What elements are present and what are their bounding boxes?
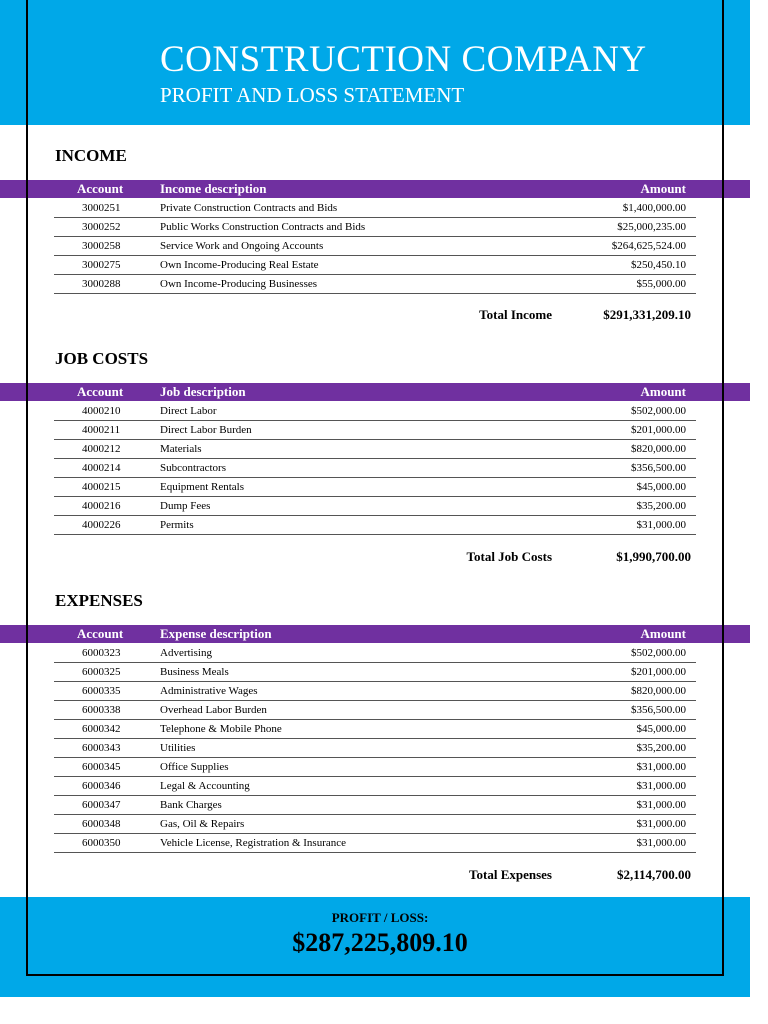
total-job-costs-label: Total Job Costs xyxy=(466,549,552,564)
profit-loss-label: PROFIT / LOSS: xyxy=(331,910,429,925)
account-description: Private Construction Contracts and Bids xyxy=(160,202,338,214)
table-row xyxy=(54,256,696,275)
total-income-value: $291,331,209.10 xyxy=(603,307,691,322)
account-amount: $25,000,235.00 xyxy=(617,221,686,233)
account-number: 3000258 xyxy=(82,240,121,252)
total-job-costs-value: $1,990,700.00 xyxy=(616,549,691,564)
account-description: Permits xyxy=(160,519,194,531)
account-description: Advertising xyxy=(160,647,212,659)
account-description: Service Work and Ongoing Accounts xyxy=(160,240,324,252)
account-number: 6000343 xyxy=(82,742,121,754)
account-amount: $264,625,524.00 xyxy=(611,240,686,252)
account-number: 3000251 xyxy=(82,202,121,214)
table-row xyxy=(54,275,696,294)
account-number: 4000226 xyxy=(82,519,121,531)
account-amount: $31,000.00 xyxy=(636,799,686,811)
account-number: 4000216 xyxy=(82,500,121,512)
table-row xyxy=(54,739,696,758)
account-description: Administrative Wages xyxy=(160,685,258,697)
account-description: Direct Labor Burden xyxy=(160,424,252,436)
account-amount: $31,000.00 xyxy=(636,761,686,773)
table-row xyxy=(54,237,696,256)
profit-loss-value: $287,225,809.10 xyxy=(292,928,468,957)
table-row xyxy=(54,644,696,663)
table-row xyxy=(54,497,696,516)
account-amount: $45,000.00 xyxy=(636,481,686,493)
account-number: 6000335 xyxy=(82,685,121,697)
table-row xyxy=(54,663,696,682)
table-row xyxy=(54,701,696,720)
account-amount: $820,000.00 xyxy=(631,685,686,697)
account-amount: $356,500.00 xyxy=(631,704,686,716)
account-amount: $250,450.10 xyxy=(631,259,686,271)
job-costs-section-title: JOB COSTS xyxy=(55,349,149,368)
account-number: 3000252 xyxy=(82,221,121,233)
account-description: Vehicle License, Registration & Insurance xyxy=(160,837,347,849)
income-table-header xyxy=(0,180,750,198)
job-costs-table-header xyxy=(0,383,750,401)
account-amount: $55,000.00 xyxy=(636,278,686,290)
table-row xyxy=(54,758,696,777)
account-amount: $502,000.00 xyxy=(631,647,686,659)
account-description: Public Works Construction Contracts and Bids xyxy=(160,221,366,233)
expenses-table-header xyxy=(0,625,750,643)
account-amount: $31,000.00 xyxy=(636,780,686,792)
account-description: Subcontractors xyxy=(160,462,226,474)
account-amount: $31,000.00 xyxy=(636,519,686,531)
income-account-header: Account xyxy=(77,181,124,196)
account-amount: $201,000.00 xyxy=(631,424,686,436)
total-expenses-label: Total Expenses xyxy=(469,867,552,882)
table-row xyxy=(54,459,696,478)
table-row xyxy=(54,421,696,440)
account-description: Overhead Labor Burden xyxy=(160,704,267,716)
expense-amount-header: Amount xyxy=(640,626,686,641)
job-description-header: Job description xyxy=(160,384,246,399)
total-expenses-value: $2,114,700.00 xyxy=(616,867,691,882)
income-amount-header: Amount xyxy=(640,181,686,196)
account-amount: $31,000.00 xyxy=(636,818,686,830)
account-amount: $356,500.00 xyxy=(631,462,686,474)
account-description: Utilities xyxy=(160,742,196,754)
account-amount: $35,200.00 xyxy=(636,500,686,512)
account-amount: $45,000.00 xyxy=(636,723,686,735)
table-row xyxy=(54,720,696,739)
account-amount: $820,000.00 xyxy=(631,443,686,455)
income-section-title: INCOME xyxy=(55,146,127,165)
job-costs-rows xyxy=(54,402,696,535)
account-number: 3000288 xyxy=(82,278,121,290)
expenses-section-title: EXPENSES xyxy=(55,591,143,610)
account-description: Materials xyxy=(160,443,202,455)
account-description: Direct Labor xyxy=(160,405,217,417)
account-description: Own Income-Producing Businesses xyxy=(160,278,318,290)
income-rows xyxy=(54,199,696,294)
account-number: 6000345 xyxy=(82,761,121,773)
job-account-header: Account xyxy=(77,384,124,399)
account-number: 4000212 xyxy=(82,443,121,455)
account-number: 6000342 xyxy=(82,723,121,735)
table-row xyxy=(54,218,696,237)
account-description: Business Meals xyxy=(160,666,229,678)
account-number: 3000275 xyxy=(82,259,121,271)
account-number: 6000338 xyxy=(82,704,121,716)
account-number: 6000323 xyxy=(82,647,121,659)
table-row xyxy=(54,777,696,796)
account-description: Bank Charges xyxy=(160,799,222,811)
table-row xyxy=(54,834,696,853)
account-number: 4000211 xyxy=(82,424,121,436)
account-description: Legal & Accounting xyxy=(160,780,250,792)
job-amount-header: Amount xyxy=(640,384,686,399)
account-amount: $35,200.00 xyxy=(636,742,686,754)
table-row xyxy=(54,682,696,701)
company-title: CONSTRUCTION COMPANY xyxy=(160,39,647,80)
account-description: Gas, Oil & Repairs xyxy=(160,818,245,830)
account-number: 4000214 xyxy=(82,462,121,474)
table-row xyxy=(54,199,696,218)
table-row xyxy=(54,402,696,421)
income-description-header: Income description xyxy=(160,181,267,196)
expense-account-header: Account xyxy=(77,626,124,641)
account-amount: $31,000.00 xyxy=(636,837,686,849)
account-number: 6000347 xyxy=(82,799,121,811)
expenses-rows xyxy=(54,644,696,853)
table-row xyxy=(54,516,696,535)
account-amount: $201,000.00 xyxy=(631,666,686,678)
table-row xyxy=(54,796,696,815)
statement-subtitle: PROFIT AND LOSS STATEMENT xyxy=(160,83,465,107)
account-description: Equipment Rentals xyxy=(160,481,245,493)
account-description: Telephone & Mobile Phone xyxy=(160,723,282,735)
account-description: Office Supplies xyxy=(160,761,229,773)
account-description: Dump Fees xyxy=(160,500,211,512)
account-number: 4000210 xyxy=(82,405,121,417)
account-number: 6000346 xyxy=(82,780,121,792)
table-row xyxy=(54,815,696,834)
account-number: 6000350 xyxy=(82,837,121,849)
account-number: 6000348 xyxy=(82,818,121,830)
table-row xyxy=(54,440,696,459)
total-income-label: Total Income xyxy=(479,307,552,322)
account-number: 6000325 xyxy=(82,666,121,678)
account-amount: $1,400,000.00 xyxy=(622,202,686,214)
account-number: 4000215 xyxy=(82,481,121,493)
expense-description-header: Expense description xyxy=(160,626,272,641)
account-amount: $502,000.00 xyxy=(631,405,686,417)
account-description: Own Income-Producing Real Estate xyxy=(160,259,319,271)
table-row xyxy=(54,478,696,497)
